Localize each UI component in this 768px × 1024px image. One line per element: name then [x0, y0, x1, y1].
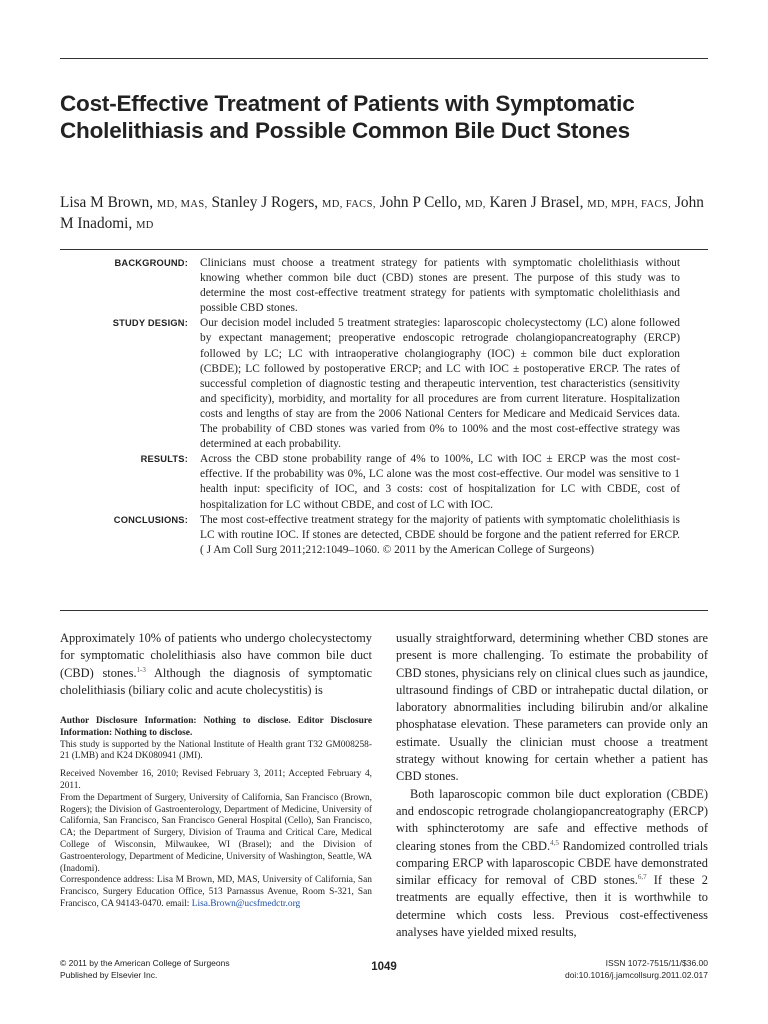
abstract-study-design	[60, 316, 708, 452]
footer-left	[60, 957, 230, 981]
body-column-left	[60, 630, 372, 699]
author-degrees: MD	[136, 220, 154, 231]
abstract-conclusions	[60, 513, 708, 558]
abstract-text: Clinicians must choose a treatment strategy for patients with symptomatic cholelithiasis without knowing whether common bile duct (CBD) stones are present. The purpose of this study was to determine the most cost-effective treatment strategy for patients with symptomatic cholelithiasis and possible CBD stones.	[200, 257, 680, 315]
abstract-label: BACKGROUND:	[114, 258, 188, 268]
abstract	[60, 256, 708, 558]
abstract-text: The most cost-effective treatment strategy for the majority of patients with symptomatic cholelithiasis is LC with routine IOC. If stones are detected, CBDE should be forgone and the patient referred for ERCP. ( J Am Coll Surg 2011;212:1049–1060. © 2011 by the American College of Surgeons)	[200, 513, 680, 556]
abstract-label: RESULTS:	[140, 454, 188, 465]
received-dates: Received November 16, 2010; Revised February 3, 2011; Accepted February 4, 2011.	[60, 769, 372, 791]
reference-citation[interactable]: 4,5	[550, 838, 559, 847]
disclosure-note: Author Disclosure Information: Nothing to disclose. Editor Disclosure Information: Nothing to disclose.	[60, 716, 372, 738]
abstract-text: Across the CBD stone probability range of 4% to 100%, LC with IOC ± ERCP was the most cost-effective. If the probability was 0%, LC alone was the most cost-effective. Our model was sensitive to 1 health input: specificity of IOC, and 3 costs: cost of hospitalization for LC with CBDE, cost of hospitalization for LC without CBDE, and cost of LC with IOC.	[200, 453, 680, 511]
abstract-label: STUDY DESIGN:	[112, 318, 188, 329]
top-rule	[60, 58, 708, 59]
author-name: Stanley J Rogers,	[211, 194, 319, 211]
body-column-right	[396, 630, 708, 941]
correspondence-note	[60, 875, 372, 910]
abstract-top-rule	[60, 249, 708, 250]
copyright-line: © 2011 by the American College of Surgeons	[60, 958, 230, 968]
reference-citation[interactable]: 1-3	[136, 665, 146, 674]
article-title: Cost-Effective Treatment of Patients with Symptomatic Cholelithiasis and Possible Common Bile Duct Stones	[60, 91, 635, 143]
abstract-results	[60, 452, 708, 512]
author-degrees: MD, MPH, FACS,	[587, 199, 672, 210]
author-name: Lisa M Brown,	[60, 194, 154, 211]
correspondence-text: Correspondence address: Lisa M Brown, MD, MAS, University of California, San Francisco, Surgery Education Office, 513 Parnassus Avenue, Room S-321, San Francisco, CA 94143-0470. email:	[60, 875, 372, 909]
body-paragraph: usually straightforward, determining whether CBD stones are present is more challenging. To estimate the probability of CBD stones, physicians rely on clinical clues such as jaundice, ultrasound findings of CBD or intrahepatic ductal dilation, or laboratory abnormalities including bilirubin and/or alkaline phosphatase elevation. These parameters can provide only an estimate. Usually the clinician must choose a treatment strategy without knowing for certain whether a patient has CBD stones.	[396, 631, 708, 784]
body-paragraph	[60, 630, 372, 699]
page-number: 1049	[371, 961, 397, 973]
publisher-line: Published by Elsevier Inc.	[60, 970, 158, 980]
body-text-span: Approximately 10% of patients who undergo cholecystectomy for symptomatic cholelithiasis also have common bile duct (CBD) stones.	[60, 631, 372, 680]
author-degrees: MD,	[464, 199, 486, 210]
body-text-span: Although the diagnosis of symptomatic cholelithiasis (biliary colic and acute cholecystitis) is	[60, 665, 372, 697]
reference-citation[interactable]: 6,7	[637, 873, 647, 882]
author-name: John P Cello,	[379, 194, 462, 211]
author-name: Karen J Brasel,	[489, 194, 584, 211]
body-text-span: Both laparoscopic common bile duct exploration (CBDE) and endoscopic retrograde cholangiopancreatography (ERCP) with sphincterotomy are safe and effective methods of clearing stones from the CBD.	[396, 786, 708, 853]
email-link[interactable]: Lisa.Brown@ucsfmedctr.org	[191, 898, 301, 909]
doi-line[interactable]: doi:10.1016/j.jamcollsurg.2011.02.017	[564, 970, 708, 980]
author-list	[60, 193, 708, 235]
body-text-span: If these 2 treatments are equally effective, then it is worthwhile to determine which costs less. Previous cost-effectiveness analyses have yielded mixed results,	[396, 873, 708, 940]
abstract-background	[60, 256, 708, 316]
author-degrees: MD, MAS,	[156, 199, 208, 210]
affiliation-note: From the Department of Surgery, University of California, San Francisco (Brown, Rogers); the Division of Gastroenterology, Department of Medicine, University of California, San Francisco, San Francisco General Hospital (Cello), San Francisco, CA; the Department of Surgery, Division of Trauma and Critical Care, Medical College of Wisconsin, Milwaukee, WI (Brasel); and the Division of Gastroenterology, Department of Medicine, University of Washington, Seattle, WA (Inadomi).	[60, 792, 372, 874]
body-text-span: Randomized controlled trials comparing ERCP with laparoscopic CBDE have demonstrated similar efficacy for removal of CBD stones.	[396, 838, 708, 888]
author-degrees: MD, FACS,	[321, 199, 376, 210]
funding-note: This study is supported by the National Institute of Health grant T32 GM008258-21 (LMB) and K24 DK080941 (JMI).	[60, 739, 372, 762]
footer-right	[565, 957, 708, 981]
author-name: John M Inadomi,	[60, 194, 704, 232]
abstract-bottom-rule	[60, 610, 708, 611]
abstract-label: CONCLUSIONS:	[113, 514, 188, 525]
abstract-text: Our decision model included 5 treatment strategies: laparoscopic cholecystectomy (LC) alone followed by expectant management; preoperative endoscopic retrograde cholangiopancreatography (ERCP) followed by LC; LC with intraoperative cholangiography (IOC) ± common bile duct exploration (CBDE); LC followed by postoperative ERCP; and LC with IOC ± postoperative ERCP. The rates of successful completion of diagnostic testing and therapeutic intervention, test characteristics (sensitivity and specificity), morbidity, and mortality for all procedures are from current literature. Hospitalization costs and lengths of stay are from the 2006 National Centers for Medicare and Medicaid Services data. The probability of CBD stones was varied from 0% to 100% and the most cost-effective strategy was determined at each probability.	[200, 317, 680, 451]
issn-line: ISSN 1072-7515/11/$36.00	[605, 958, 708, 968]
body-paragraph	[396, 786, 708, 942]
footnotes	[60, 716, 372, 911]
